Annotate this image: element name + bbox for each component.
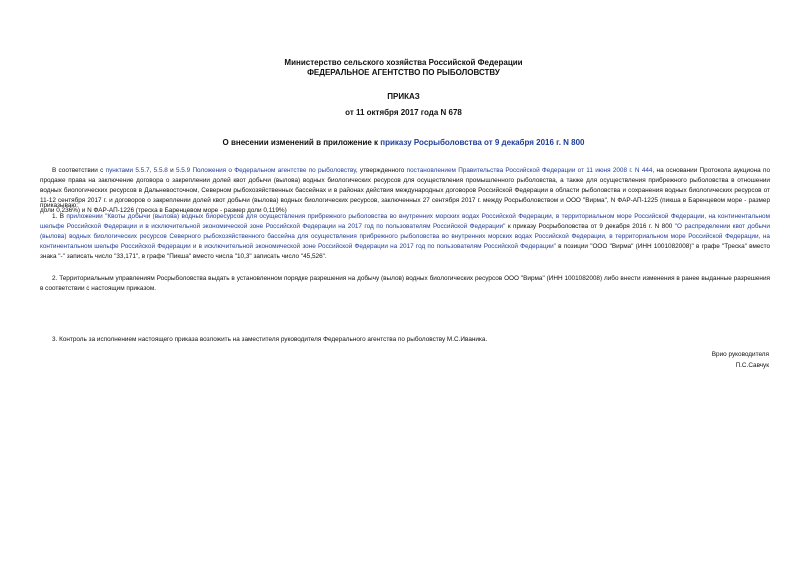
ministry-name: Министерство сельского хозяйства Российской Федерации	[284, 58, 523, 67]
p1-text-2: ,	[149, 167, 154, 174]
order-word: приказываю:	[40, 202, 78, 209]
link-appendix-quotas[interactable]: приложении "Квоты добычи (вылова) водных биоресурсов для осуществления прибрежного рыболовства во внутренних морских водах Российской Федерации, в территориальном море Российской Федерации, на континентальном шельфе Российской Федерации и в исключительной экономической зоне Российской Федерации на 2017 год по пользователям Российской Федерации"	[40, 213, 770, 230]
p1-text-6: , на основании Протокола аукциона по продаже права на заключение договора о закреплении долей квот добычи (вылова) водных биологических ресурсов для осуществления промышленного рыболовства, а также для осуществления прибрежного рыболовства в отношении водных биологических ресурсов в Дальневосточном, Северном рыбохозяйственных бассейнах и в районах действия международных договоров Российской Федерации в области рыболовства и сохранения водных биологических ресурсов от 11-12 сентября 2017 г. и договоров о закреплении долей квот добычи (вылова) водных биологических ресурсов, заключенных 27 сентября 2017 г. между Росрыболовством и ООО "Вирма", N ФАР-АП-1225 (пикша в Баренцевом море - размер доли 0,236%) и N ФАР-АП-1226 (треска в Баренцевом море - размер доли 0,119%)	[40, 167, 771, 214]
p1-text-3: и	[167, 167, 176, 174]
p1-text-1: В соответствии с	[52, 167, 106, 174]
document-type: ПРИКАЗ	[387, 92, 420, 101]
order-item-2: 2. Территориальным управлениям Росрыболовства выдать в установленном порядке разрешения на добычу (вылов) водных биологических ресурсов ООО "Вирма" (ИНН 1001082008) либо внести изменения в ранее выданные разрешения в соответствии с настоящим приказом.	[40, 275, 770, 292]
p2-number: 1. В	[52, 213, 67, 220]
title-link-order-800[interactable]: приказу Росрыболовства от 9 декабря 2016 г. N 800	[380, 138, 585, 147]
document-title	[0, 138, 807, 148]
p2-text-2: в позиции "ООО "Вирма" (ИНН 1001082008)" в графе "Треска" вместо знака "-" записать число "33,171", в графе "Пикша" вместо числа "10,3" записать число "45,526".	[40, 243, 770, 260]
order-item-1	[40, 212, 770, 262]
p1-text-5: , утвержденного	[355, 167, 407, 174]
signature-name: П.С.Савчук	[735, 362, 769, 369]
link-agency-regulation[interactable]: Положения о Федеральном агентстве по рыболовству	[192, 167, 356, 174]
link-clause-5-5-9[interactable]: 5.5.9	[175, 167, 191, 174]
title-prefix: О внесении изменений в приложение к	[222, 138, 381, 147]
p2-text-1: к приказу Росрыболовства от 9 декабря 2016 г. N 800	[505, 223, 675, 230]
order-item-3: 3. Контроль за исполнением настоящего приказа возложить на заместителя руководителя Федерального агентства по рыболовству М.С.Иваника.	[52, 336, 488, 343]
link-order-800-title[interactable]: "О распределении квот добычи (вылова) водных биологических ресурсов Северного рыбохозяйственного бассейна для осуществления прибрежного рыболовства во внутренних морских водах Российской Федерации, в территориальном море Российской Федерации, на континентальном шельфе Российской Федерации и в исключительной экономической зоне Российской Федерации на 2017 год по пользователям Российской Федерации"	[40, 223, 770, 250]
document-date-number: от 11 октября 2017 года N 678	[345, 108, 462, 117]
signature-position: Врио руководителя	[711, 351, 769, 358]
link-clause-5-5-7[interactable]: пунктами 5.5.7	[105, 167, 150, 174]
agency-name: ФЕДЕРАЛЬНОЕ АГЕНТСТВО ПО РЫБОЛОВСТВУ	[307, 68, 500, 77]
link-clause-5-5-8[interactable]: 5.5.8	[153, 167, 168, 174]
link-government-resolution-444[interactable]: постановлением Правительства Российской Федерации от 11 июня 2008 г. N 444	[406, 167, 653, 174]
